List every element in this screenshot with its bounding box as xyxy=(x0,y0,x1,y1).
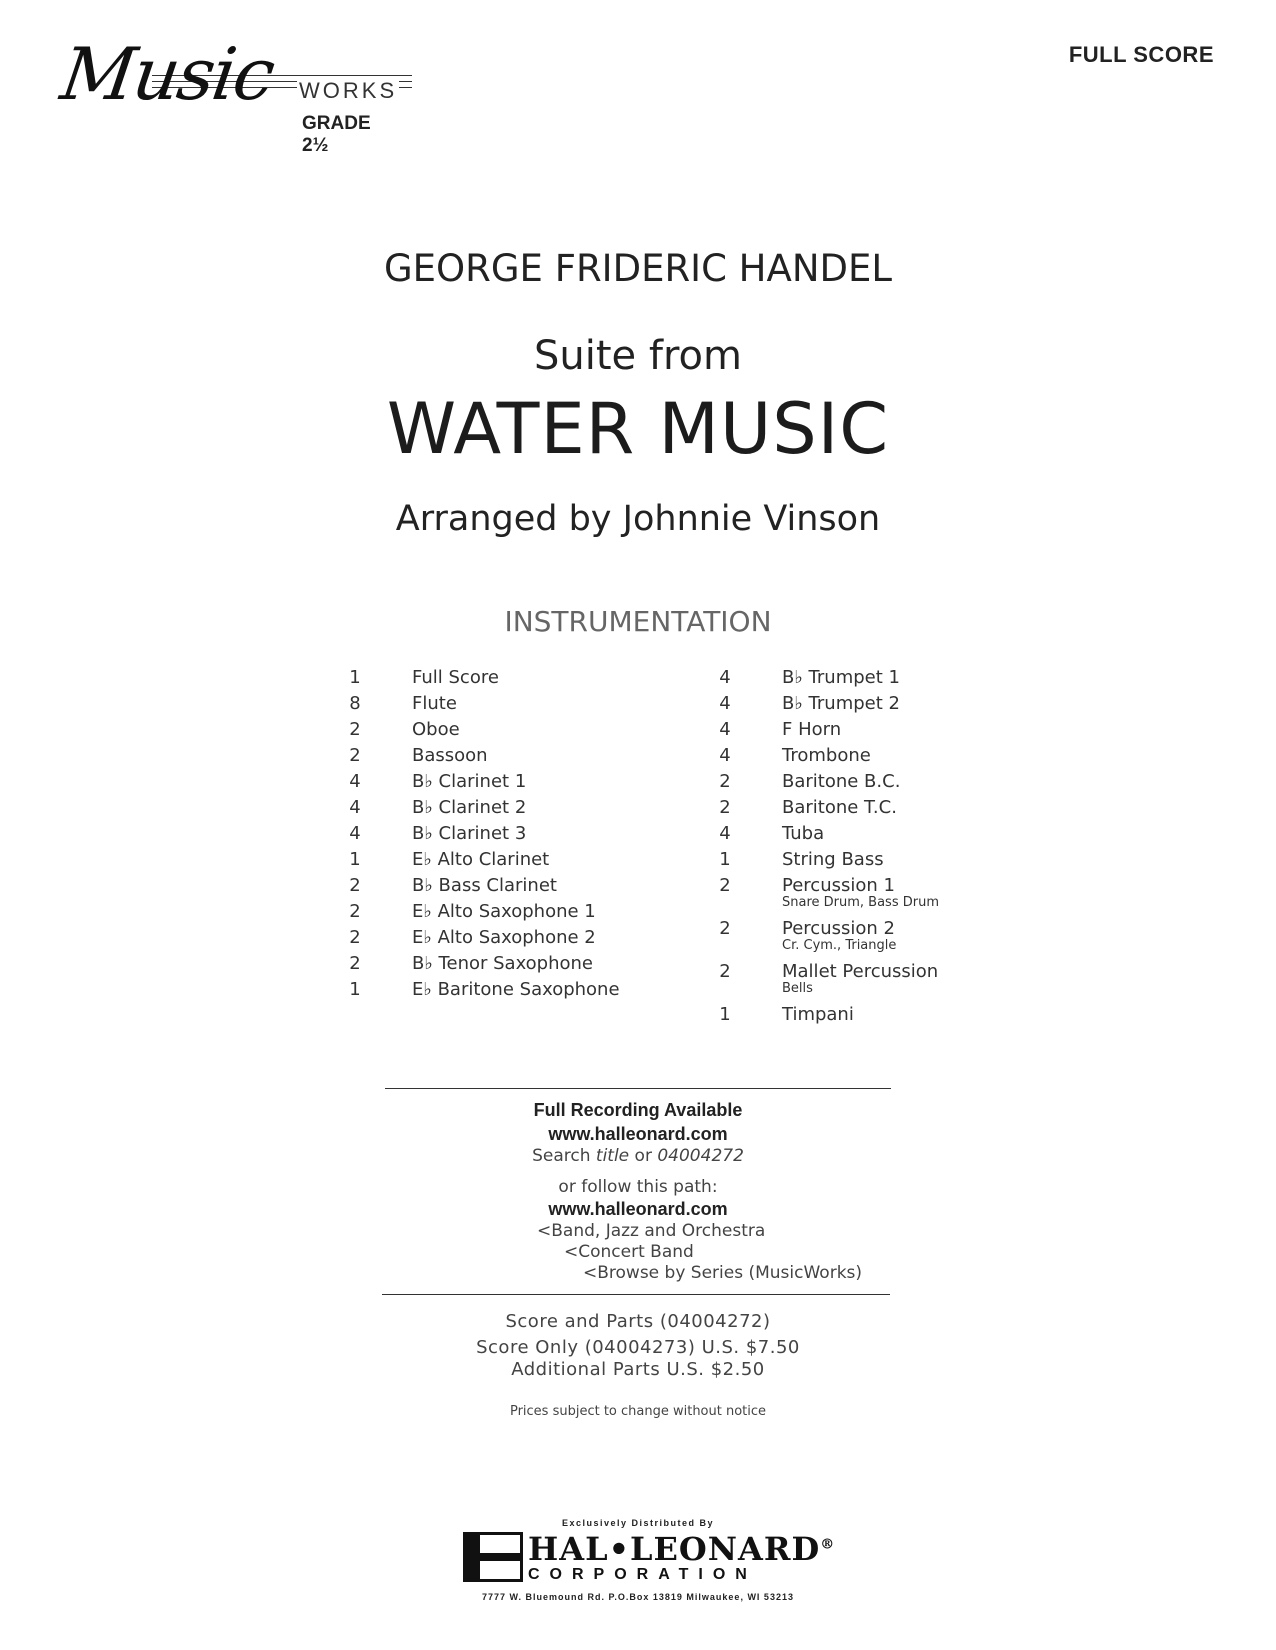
instrument-row xyxy=(340,925,670,951)
instrument-name: B♭ Tenor Saxophone xyxy=(412,953,594,974)
instrument-quantity: 4 xyxy=(719,719,731,740)
path-url[interactable]: www.halleonard.com xyxy=(548,1199,728,1219)
instrument-quantity: 2 xyxy=(719,771,731,792)
instrument-name: Oboe xyxy=(412,719,460,740)
instrument-list-right xyxy=(710,665,1040,1028)
follow-path-text: or follow this path: xyxy=(558,1177,718,1197)
search-instruction xyxy=(0,1146,1276,1166)
instrument-name: Baritone T.C. xyxy=(782,797,897,818)
instrument-row xyxy=(340,795,670,821)
instrument-quantity: 2 xyxy=(719,918,731,939)
instrument-quantity: 2 xyxy=(719,961,731,982)
instrument-name: B♭ Bass Clarinet xyxy=(412,875,557,896)
instrument-quantity: 4 xyxy=(719,745,731,766)
instrument-name: E♭ Alto Saxophone 1 xyxy=(412,901,596,922)
instrument-name: Bassoon xyxy=(412,745,488,766)
instrument-quantity: 4 xyxy=(349,771,361,792)
instrument-row xyxy=(710,665,1040,691)
instrument-quantity: 2 xyxy=(349,927,361,948)
recording-url[interactable]: www.halleonard.com xyxy=(548,1124,728,1144)
instrument-name: Full Score xyxy=(412,667,499,688)
grade-label: GRADE 2½ xyxy=(302,113,371,156)
instrument-row xyxy=(340,847,670,873)
instrument-quantity: 1 xyxy=(349,849,361,870)
instrument-name: Baritone B.C. xyxy=(782,771,901,792)
instrument-quantity: 2 xyxy=(349,901,361,922)
instrument-subtitle: Snare Drum, Bass Drum xyxy=(782,895,939,910)
instrument-quantity: 4 xyxy=(719,667,731,688)
instrument-quantity: 4 xyxy=(719,823,731,844)
instrument-name: Trombone xyxy=(782,745,871,766)
instrument-name: Percussion 1 xyxy=(782,875,895,896)
instrument-row xyxy=(710,743,1040,769)
instrument-subtitle: Cr. Cym., Triangle xyxy=(782,938,897,953)
hal-leonard-logo-icon xyxy=(463,1532,523,1582)
instrument-quantity: 2 xyxy=(719,797,731,818)
instrument-row xyxy=(710,717,1040,743)
instrument-name: B♭ Clarinet 1 xyxy=(412,771,527,792)
instrument-row xyxy=(340,743,670,769)
instrument-name: String Bass xyxy=(782,849,884,870)
instrument-name: B♭ Trumpet 2 xyxy=(782,693,900,714)
instrument-row xyxy=(710,916,1040,959)
instrument-quantity: 2 xyxy=(349,875,361,896)
divider-top xyxy=(385,1088,891,1089)
instrument-row xyxy=(710,959,1040,1002)
instrument-quantity: 2 xyxy=(349,745,361,766)
publisher-name-text: HAL•LEONARD xyxy=(528,1530,821,1568)
instrument-row xyxy=(340,665,670,691)
publisher-corporation: CORPORATION xyxy=(528,1566,757,1583)
instrument-quantity: 2 xyxy=(349,719,361,740)
search-code: 04004272 xyxy=(657,1146,744,1166)
score-type-label: FULL SCORE xyxy=(1068,42,1214,67)
divider-bottom xyxy=(382,1294,890,1295)
subtitle: Suite from xyxy=(534,333,742,379)
price-line-2: Score Only (04004273) U.S. $7.50 xyxy=(476,1337,800,1358)
search-title-word: title xyxy=(595,1146,630,1166)
instrument-name: Timpani xyxy=(782,1004,854,1025)
instrument-name: Percussion 2 xyxy=(782,918,895,939)
price-line-1: Score and Parts (04004272) xyxy=(505,1311,771,1332)
logo-works-text: WORKS xyxy=(299,78,398,103)
instrument-name: E♭ Alto Saxophone 2 xyxy=(412,927,596,948)
arranger-credit: Arranged by Johnnie Vinson xyxy=(395,499,881,539)
path-step-2: <Concert Band xyxy=(564,1242,694,1262)
path-step-3: <Browse by Series (MusicWorks) xyxy=(583,1263,863,1283)
instrument-quantity: 4 xyxy=(349,823,361,844)
instrument-quantity: 1 xyxy=(719,1004,731,1025)
instrument-row xyxy=(340,977,670,1003)
instrument-name: E♭ Alto Clarinet xyxy=(412,849,550,870)
instrument-row xyxy=(340,899,670,925)
instrument-quantity: 4 xyxy=(349,797,361,818)
instrument-quantity: 1 xyxy=(719,849,731,870)
instrument-quantity: 1 xyxy=(349,667,361,688)
instrument-name: B♭ Clarinet 2 xyxy=(412,797,527,818)
instrument-subtitle: Bells xyxy=(782,981,813,996)
registered-mark: ® xyxy=(820,1536,836,1553)
search-or: or xyxy=(629,1146,658,1166)
instrument-row xyxy=(340,717,670,743)
instrument-row xyxy=(340,691,670,717)
publisher-address: 7777 W. Bluemound Rd. P.O.Box 13819 Milwaukee, WI 53213 xyxy=(482,1592,794,1602)
instrument-name: Flute xyxy=(412,693,457,714)
instrumentation-heading: INSTRUMENTATION xyxy=(504,605,772,638)
instrument-quantity: 2 xyxy=(349,953,361,974)
instrument-row xyxy=(340,951,670,977)
recording-heading: Full Recording Available xyxy=(533,1100,743,1120)
publisher-name xyxy=(528,1530,835,1568)
instrument-row xyxy=(710,795,1040,821)
instrument-name: F Horn xyxy=(782,719,842,740)
instrument-quantity: 2 xyxy=(719,875,731,896)
path-step-1: <Band, Jazz and Orchestra xyxy=(537,1221,766,1241)
instrument-name: B♭ Trumpet 1 xyxy=(782,667,900,688)
instrument-name: E♭ Baritone Saxophone xyxy=(412,979,620,1000)
instrument-quantity: 4 xyxy=(719,693,731,714)
instrument-row xyxy=(710,769,1040,795)
instrument-name: Mallet Percussion xyxy=(782,961,939,982)
instrument-row xyxy=(340,873,670,899)
instrument-row xyxy=(710,821,1040,847)
instrument-name: Tuba xyxy=(782,823,825,844)
instrument-row xyxy=(340,821,670,847)
price-notice: Prices subject to change without notice xyxy=(509,1404,767,1419)
distribution-label: Exclusively Distributed By xyxy=(561,1518,715,1528)
price-line-3: Additional Parts U.S. $2.50 xyxy=(511,1359,765,1380)
instrument-row xyxy=(710,847,1040,873)
page-title: WATER MUSIC xyxy=(386,388,890,470)
composer-name: GEORGE FRIDERIC HANDEL xyxy=(384,247,892,290)
instrument-row xyxy=(710,873,1040,916)
instrument-list-left xyxy=(340,665,670,1003)
instrument-row xyxy=(340,769,670,795)
instrument-name: B♭ Clarinet 3 xyxy=(412,823,527,844)
instrument-row xyxy=(710,691,1040,717)
musicworks-logo xyxy=(56,32,398,156)
logo-script-text: Music xyxy=(56,32,279,116)
instrument-quantity: 1 xyxy=(349,979,361,1000)
instrument-quantity: 8 xyxy=(349,693,361,714)
search-prefix: Search xyxy=(532,1146,596,1166)
instrument-row xyxy=(710,1002,1040,1028)
